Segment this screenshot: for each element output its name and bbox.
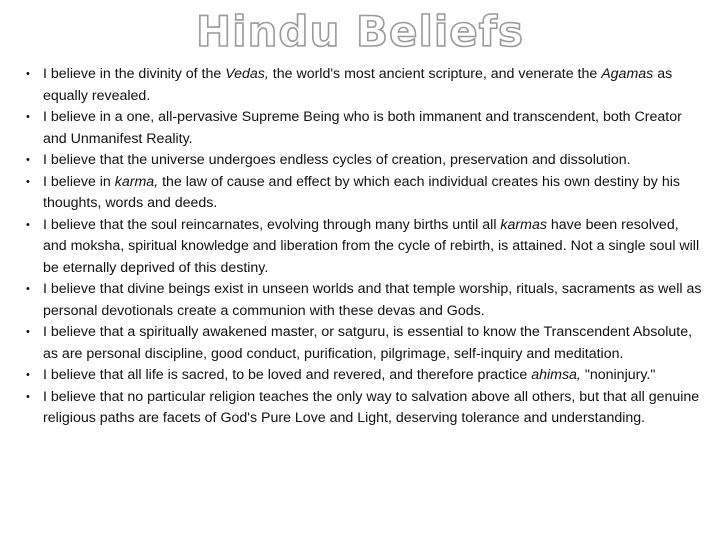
belief-text xyxy=(43,172,702,215)
belief-text xyxy=(43,215,702,280)
belief-item xyxy=(26,365,702,387)
belief-text xyxy=(43,64,702,107)
belief-item xyxy=(26,279,702,322)
belief-text-segment: I believe that all life is sacred, to be loved and revered, and therefore practice xyxy=(43,367,532,383)
bullet-marker: • xyxy=(26,68,30,80)
belief-text-segment: "noninjury." xyxy=(580,367,656,383)
bullet-marker: • xyxy=(26,218,30,231)
page-title: Hindu Beliefs xyxy=(195,7,525,56)
belief-item xyxy=(26,172,702,215)
belief-text-italic: Vedas, xyxy=(225,66,269,82)
belief-text xyxy=(43,279,702,322)
belief-text-segment: I believe that divine beings exist in unseen worlds and that temple worship, rituals, sacraments as well as personal devotionals create a communion with these devas and Gods. xyxy=(43,281,702,319)
belief-item xyxy=(26,107,702,150)
belief-text-segment: as equally revealed. xyxy=(43,66,673,104)
belief-item xyxy=(26,387,702,430)
bullet-marker: • xyxy=(26,154,30,166)
belief-text-italic: karma, xyxy=(114,173,159,190)
bullet-marker: • xyxy=(26,111,30,123)
belief-text-segment: the world's most ancient scripture, and venerate the xyxy=(268,66,602,82)
belief-item xyxy=(26,322,702,365)
bullet-marker: • xyxy=(26,390,30,403)
belief-text-italic: karmas xyxy=(500,216,547,233)
belief-text-italic: Agamas xyxy=(601,66,654,82)
belief-text-segment: I believe that no particular religion teaches the only way to salvation above all others, but that all genuine religious paths are facets of God's Pure Love and Light, deserving tolerance and understanding. xyxy=(43,388,700,426)
belief-text-segment: I believe that a spiritually awakened master, or satguru, is essential to know the Transcendent Absolute, as are personal discipline, good conduct, purification, pilgrimage, self-inquiry and meditation. xyxy=(43,324,693,362)
beliefs-list xyxy=(26,64,702,430)
bullet-marker: • xyxy=(26,369,30,381)
belief-text-segment: I believe that the soul reincarnates, evolving through many births until all xyxy=(43,216,501,233)
belief-text-segment: I believe in xyxy=(43,173,115,190)
bullet-marker: • xyxy=(26,175,30,188)
belief-text xyxy=(43,365,702,387)
belief-item xyxy=(26,64,702,107)
belief-text xyxy=(43,107,702,150)
belief-text-segment: I believe that the universe undergoes endless cycles of creation, preservation and dissolution. xyxy=(43,152,631,168)
belief-text-italic: ahimsa, xyxy=(531,367,581,383)
bullet-marker: • xyxy=(26,283,30,295)
belief-text-segment: I believe in the divinity of the xyxy=(43,66,226,82)
belief-item xyxy=(26,215,702,280)
belief-item xyxy=(26,150,702,172)
belief-text-segment: the law of cause and effect by which each individual creates his own destiny by his thoughts, words and deeds. xyxy=(43,173,680,211)
belief-text xyxy=(43,387,702,430)
belief-text xyxy=(43,150,702,172)
belief-text-segment: have been resolved, and moksha, spiritual knowledge and liberation from the cycle of rebirth, is attained. Not a single soul will be eternally deprived of this destiny. xyxy=(43,216,700,276)
bullet-marker: • xyxy=(26,326,30,338)
belief-text xyxy=(43,322,702,365)
belief-text-segment: I believe in a one, all-pervasive Supreme Being who is both immanent and transcendent, both Creator and Unmanifest Reality. xyxy=(43,109,682,147)
